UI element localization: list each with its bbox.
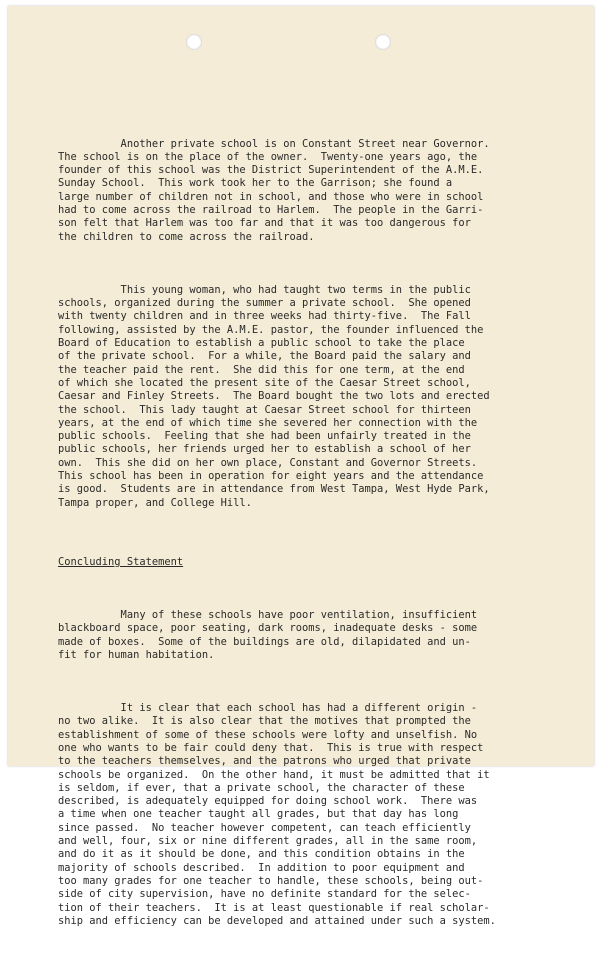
paragraph-constant-street-school: Another private school is on Constant Street near Governor. The school is on the place of the owner. Twenty-one years ago, the founder of this school was the District Superintendent of the A.M.E. Sunday School. This work took her to the Garrison; she found a large number of children not in school, and those who were in school had to come across the railroad to Harlem. The people in the Garri- son felt that Harlem was too far and that it was too dangerous for the children to come across the railroad. (58, 137, 490, 243)
punch-hole-right (375, 34, 391, 50)
document-page (8, 6, 594, 927)
document-body (58, 111, 558, 968)
paragraph-caesar-street-school: This young woman, who had taught two terms in the public schools, organized during the summer a private school. She opened with twenty children and in three weeks had thirty-five. The Fall following, assisted by the A.M.E. pastor, the founder influenced the Board of Education to establish a public school to take the place of the private school. For a while, the Board paid the salary and the teacher paid the rent. She did this for one term, at the end of which she located the present site of the Caesar Street school, Caesar and Finley Streets. The Board bought the two lots and erected the school. This lady taught at Caesar Street school for thirteen years, at the end of which time she severed her connection with the public schools. Feeling that she had been unfairly treated in the public schools, her friends urged her to establish a school of her own. This she did on her own place, Constant and Governor Streets. This school has been in operation for eight years and the attendance is good. Students are in attendance from West Tampa, West Hyde Park, Tampa proper, and College Hill. (58, 283, 490, 509)
punch-hole-left (186, 34, 202, 50)
section-heading: Concluding Statement (58, 555, 184, 568)
paragraph-conclusion: It is clear that each school has had a different origin - no two alike. It is also clear that the motives that prompted the establishment of some of these schools were lofty and unselfish. No one who wants to be fair could deny that. This is true with respect to the teachers themselves, and the patrons who urged that private schools be organized. On the other hand, it must be admitted that it is seldom, if ever, that a private school, the character of these described, is adequately equipped for doing school work. There was a time when one teacher taught all grades, but that day has long since passed. No teacher however competent, can teach efficiently and well, four, six or nine different grades, all in the same room, and do it as it should be done, and this condition obtains in the majority of schools described. In addition to poor equipment and too many grades for one teacher to handle, these schools, being out- side of city supervision, have no definite standard for the selec- tion of their teachers. It is at least questionable if real scholar- ship and efficiency can be developed and attained under such a system. (58, 702, 496, 927)
paragraph-school-conditions: Many of these schools have poor ventilation, insufficient blackboard space, poor seating, dark rooms, inadequate desks - some made of boxes. Some of the buildings are old, dilapidated and un- fit for human habitation. (58, 608, 478, 661)
